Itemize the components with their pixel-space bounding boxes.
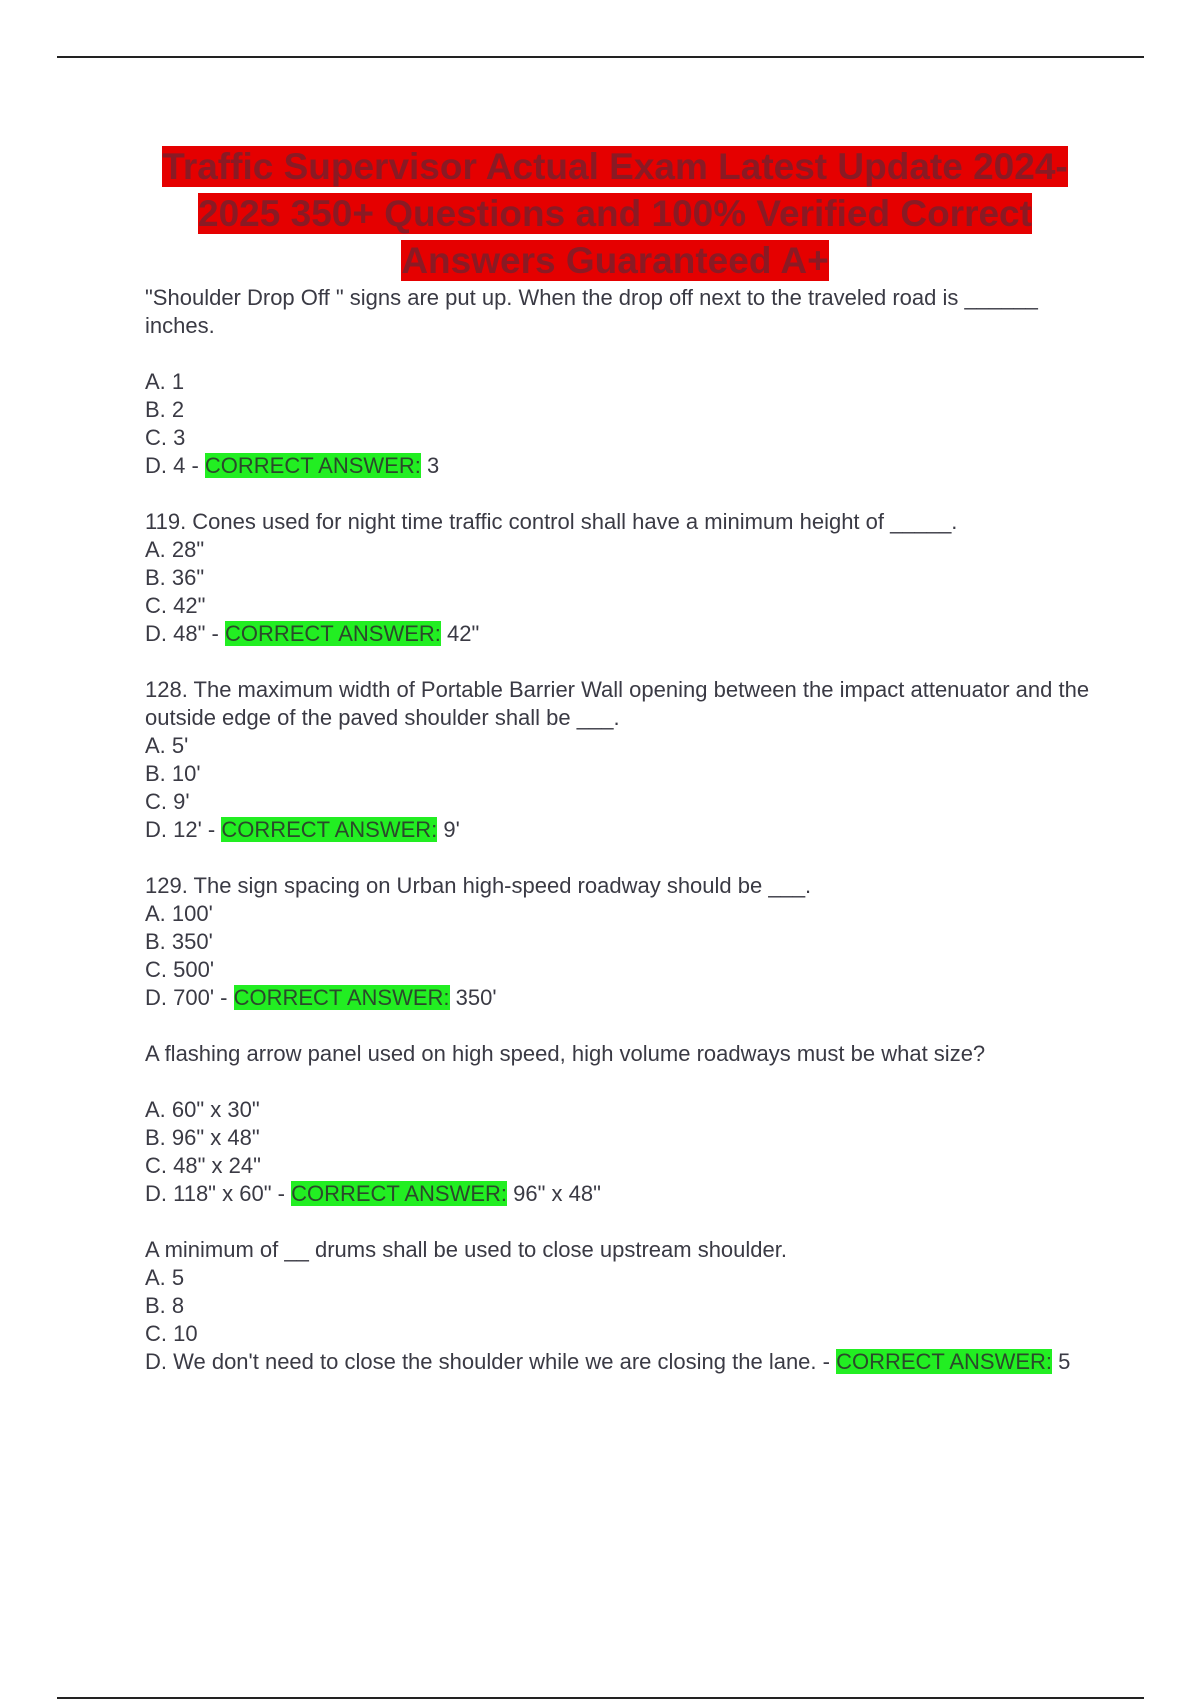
option-d-text: D. 12' - xyxy=(145,817,222,842)
option-b: B. 96" x 48" xyxy=(145,1125,260,1150)
option-d xyxy=(145,452,1095,480)
correct-answer-label: CORRECT ANSWER: xyxy=(204,453,421,478)
option-d xyxy=(145,1180,1095,1208)
question-stem: A minimum of __ drums shall be used to close upstream shoulder. xyxy=(145,1237,787,1262)
option-d-text: D. 118" x 60" - xyxy=(145,1181,292,1206)
option-d-text: D. 700' - xyxy=(145,985,234,1010)
option-d xyxy=(145,1348,1095,1376)
option-a: A. 5 xyxy=(145,1265,185,1290)
option-a: A. 1 xyxy=(145,369,185,394)
correct-answer-label: CORRECT ANSWER: xyxy=(233,985,450,1010)
question-stem: 128. The maximum width of Portable Barrier Wall opening between the impact attenuator and the outside edge of the paved shoulder shall be ___. xyxy=(145,677,1090,730)
question-item xyxy=(145,508,1095,648)
question-stem: 119. Cones used for night time traffic control shall have a minimum height of _____. xyxy=(145,509,958,534)
option-c: C. 500' xyxy=(145,957,215,982)
question-item xyxy=(145,872,1095,1012)
option-d-text: D. 4 - xyxy=(145,453,205,478)
correct-answer-value: 96" x 48" xyxy=(507,1181,601,1206)
top-rule xyxy=(57,56,1144,58)
option-c: C. 42" xyxy=(145,593,206,618)
option-a: A. 5' xyxy=(145,733,189,758)
document-title-highlight: Traffic Supervisor Actual Exam Latest Update 2024-2025 350+ Questions and 100% Verified Correct Answers Guaranteed A+ xyxy=(162,146,1068,281)
option-a: A. 100' xyxy=(145,901,213,926)
option-d-text: D. We don't need to close the shoulder while we are closing the lane. - xyxy=(145,1349,837,1374)
option-d xyxy=(145,984,1095,1012)
option-c: C. 10 xyxy=(145,1321,198,1346)
correct-answer-value: 350' xyxy=(449,985,497,1010)
option-b: B. 350' xyxy=(145,929,213,954)
option-a: A. 28" xyxy=(145,537,205,562)
question-item xyxy=(145,1236,1095,1376)
correct-answer-value: 42" xyxy=(440,621,480,646)
correct-answer-value: 9' xyxy=(437,817,460,842)
option-c: C. 48" x 24" xyxy=(145,1153,261,1178)
question-stem: A flashing arrow panel used on high speed, high volume roadways must be what size? xyxy=(145,1041,986,1066)
option-b: B. 2 xyxy=(145,397,185,422)
question-item xyxy=(145,676,1095,844)
option-a: A. 60" x 30" xyxy=(145,1097,260,1122)
question-stem: 129. The sign spacing on Urban high-speed roadway should be ___. xyxy=(145,873,812,898)
option-d xyxy=(145,816,1095,844)
option-d xyxy=(145,620,1095,648)
question-item xyxy=(145,1040,1095,1208)
question-stem: "Shoulder Drop Off " signs are put up. When the drop off next to the traveled road is ______ inches. xyxy=(145,285,1038,338)
document-title xyxy=(145,143,1085,284)
correct-answer-value: 5 xyxy=(1052,1349,1071,1374)
option-c: C. 3 xyxy=(145,425,186,450)
option-b: B. 8 xyxy=(145,1293,185,1318)
correct-answer-label: CORRECT ANSWER: xyxy=(224,621,441,646)
option-b: B. 36" xyxy=(145,565,205,590)
option-c: C. 9' xyxy=(145,789,190,814)
option-b: B. 10' xyxy=(145,761,201,786)
correct-answer-label: CORRECT ANSWER: xyxy=(221,817,438,842)
correct-answer-label: CORRECT ANSWER: xyxy=(291,1181,508,1206)
question-list xyxy=(145,284,1095,1404)
correct-answer-label: CORRECT ANSWER: xyxy=(836,1349,1053,1374)
option-d-text: D. 48" - xyxy=(145,621,225,646)
question-item xyxy=(145,284,1095,480)
correct-answer-value: 3 xyxy=(420,453,440,478)
bottom-rule xyxy=(57,1697,1144,1699)
